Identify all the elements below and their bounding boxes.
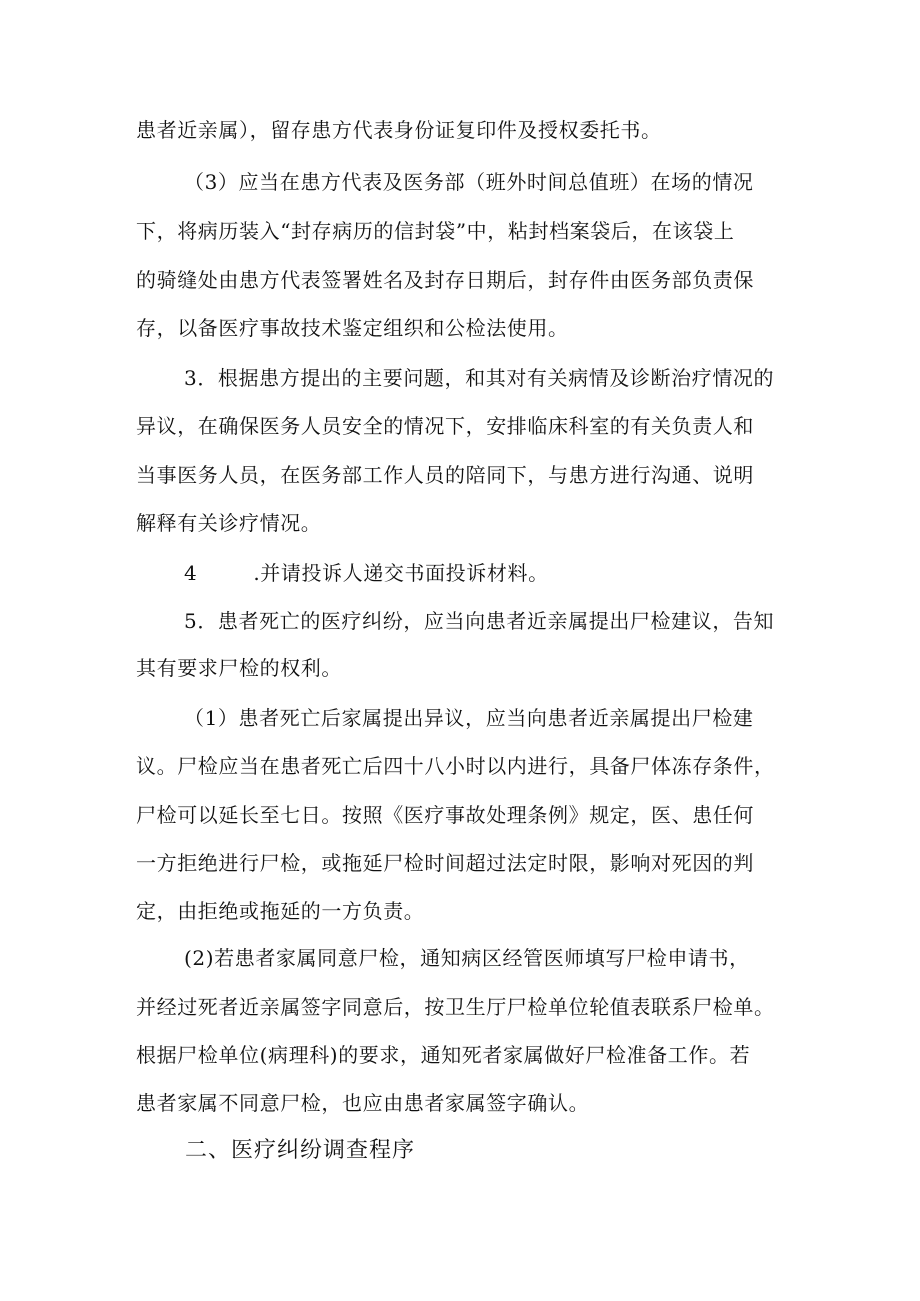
paragraph-line: （1）患者死亡后家属提出异议，应当向患者近亲属提出尸检建 [184,706,754,730]
paragraph-line: 存，以备医疗事故技术鉴定组织和公检法使用。 [136,316,569,340]
paragraph-line: （3）应当在患方代表及医务部（班外时间总值班）在场的情况 [184,170,754,194]
paragraph-line: 一方拒绝进行尸检，或拖延尸检时间超过法定时限，影响对死因的判 [136,851,754,875]
paragraph-line: 当事医务人员，在医务部工作人员的陪同下，与患方进行沟通、说明 [136,463,754,487]
paragraph-line: (2)若患者家属同意尸检，通知病区经管医师填写尸检申请书， [184,946,750,970]
paragraph-line: 5．患者死亡的医疗纠纷，应当向患者近亲属提出尸检建议，告知 [184,609,775,633]
paragraph-line: 下，将病历装入“封存病历的信封袋”中，粘封档案袋后，在该袋上 [136,219,735,243]
paragraph-line: 尸检可以延长至七日。按照《医疗事故处理条例》规定，医、患任何 [136,803,754,827]
paragraph-line: 的骑缝处由患方代表签署姓名及封存日期后，封存件由医务部负责保 [136,268,754,292]
paragraph-line [184,561,549,585]
paragraph-line: 定，由拒绝或拖延的一方负责。 [136,899,425,923]
paragraph-line: 解释有关诊疗情况。 [136,511,322,535]
item-text: .并请投诉人递交书面投诉材料。 [253,561,549,585]
paragraph-line: 3．根据患方提出的主要问题，和其对有关病情及诊断治疗情况的 [184,366,775,390]
paragraph-line: 患者近亲属），留存患方代表身份证复印件及授权委托书。 [136,118,662,142]
paragraph-line: 议。尸检应当在患者死亡后四十八小时以内进行，具备尸体冻存条件， [136,754,775,778]
paragraph-line: 患者家属不同意尸检，也应由患者家属签字确认。 [136,1091,590,1115]
paragraph-line: 异议，在确保医务人员安全的情况下，安排临床科室的有关负责人和 [136,414,754,438]
paragraph-line: 并经过死者近亲属签字同意后，按卫生厅尸检单位轮值表联系尸检单。 [136,995,775,1019]
paragraph-line: 根据尸检单位(病理科)的要求，通知死者家属做好尸检准备工作。若 [136,1043,751,1067]
paragraph-line: 其有要求尸检的权利。 [136,656,342,680]
section-heading: 二、医疗纠纷调查程序 [185,1138,416,1163]
item-number: 4 [184,561,198,585]
